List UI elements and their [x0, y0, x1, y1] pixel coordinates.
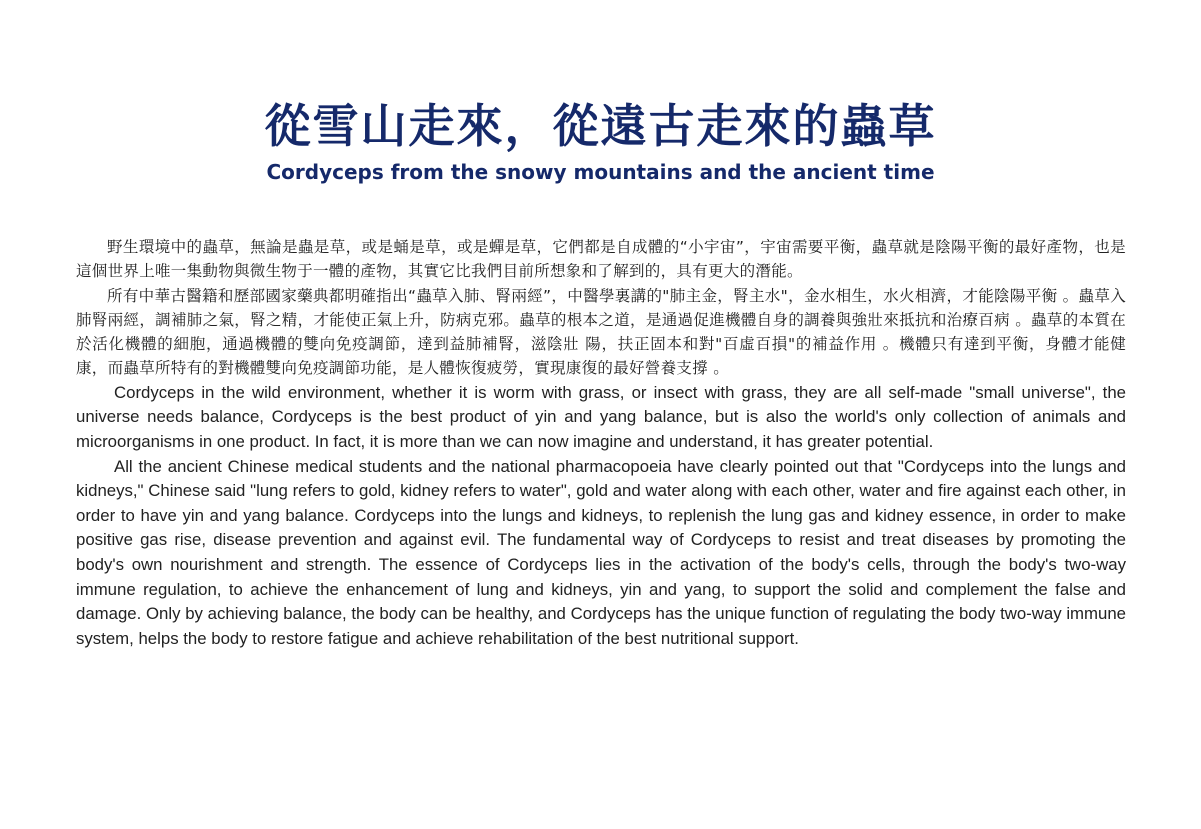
page-title-english: Cordyceps from the snowy mountains and the ancient time	[266, 160, 935, 184]
page-title-chinese: 從雪山走來，從遠古走來的蟲草	[264, 99, 937, 153]
paragraph-en-1: Cordyceps in the wild environment, whether it is worm with grass, or insect with grass, they are all self-made "small universe", the universe needs balance, Cordyceps is the best product of yin and yang balance, but is also the world's only collection of animals and microorganisms in one product. In fact, it is more than we can now imagine and understand, it has greater potential.	[76, 382, 1126, 451]
paragraph-en-2: All the ancient Chinese medical students and the national pharmacopoeia have clearly pointed out that "Cordyceps into the lungs and kidneys," Chinese said "lung refers to gold, kidney refers to water", gold and water along with each other, water and fire against each other, in order to have yin and yang balance. Cordyceps into the lungs and kidneys, to replenish the lung gas and kidney essence, in order to make positive gas rise, disease prevention and against evil. The fundamental way of Cordyceps to resist and treat diseases by promoting the body's own nourishment and strength. The essence of Cordyceps lies in the activation of the body's cells, through the body's two-way immune regulation, to achieve the enhancement of lung and kidneys, yin and yang, to support the solid and complement the false and damage. Only by achieving balance, the body can be healthy, and Cordyceps has the unique function of regulating the body two-way immune system, helps the body to restore fatigue and achieve rehabilitation of the best nutritional support.	[76, 456, 1126, 648]
article-body	[76, 235, 1126, 651]
paragraph-zh-1: 野生環境中的蟲草，無論是蟲是草，或是蛹是草，或是蟬是草，它們都是自成體的“小宇宙”，宇宙需要平衡，蟲草就是陰陽平衡的最好產物，也是這個世界上唯一集動物與微生物于一體的產物，其實它比我們目前所想象和了解到的，具有更大的潛能。	[76, 238, 1126, 281]
paragraph-zh-2: 所有中華古醫籍和歷部國家藥典都明確指出“蟲草入肺、腎兩經”，中醫學裏講的"肺主金，腎主水"，金水相生，水火相濟，才能陰陽平衡 。蟲草入肺腎兩經，調補肺之氣，腎之精，才能使正氣上升，防病克邪。蟲草的根本之道，是通過促進機體自身的調養與強壯來抵抗和治療百病 。蟲草的本質在於活化機體的細胞，通過機體的雙向免疫調節，達到益肺補腎，滋陰壯 陽，扶正固本和對"百虛百損"的補益作用 。機體只有達到平衡，身體才能健康，而蟲草所特有的對機體雙向免疫調節功能，是人體恢復疲勞，實現康復的最好營養支撐 。	[76, 286, 1126, 378]
